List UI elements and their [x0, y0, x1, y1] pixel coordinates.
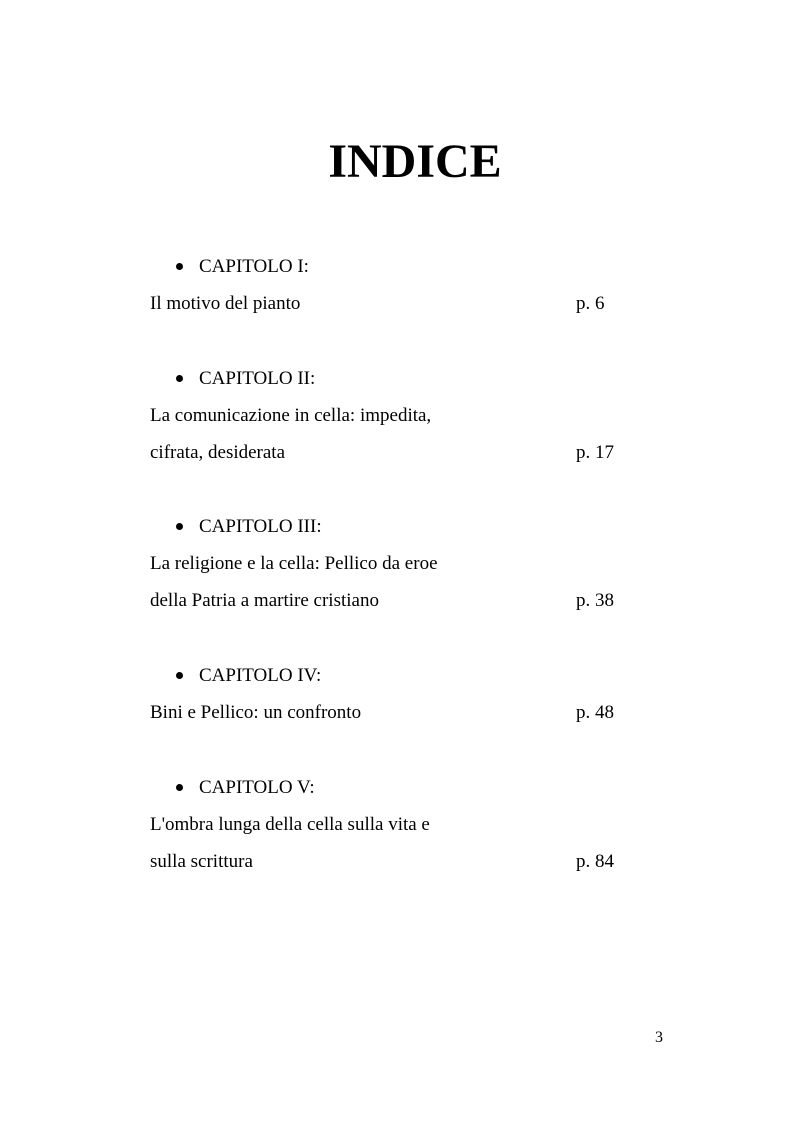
chapter-title-line: [150, 843, 630, 880]
chapter-page-ref: p. 17: [576, 442, 614, 463]
bullet-icon: [176, 784, 183, 791]
chapter-title-text: L'ombra lunga della cella sulla vita e: [150, 814, 430, 835]
chapter-heading: [150, 248, 630, 285]
chapter-title-text: sulla scrittura: [150, 851, 253, 872]
chapter-page-ref: p. 38: [576, 590, 614, 611]
page-number: 3: [655, 1029, 663, 1046]
chapter-title-text: Bini e Pellico: un confronto: [150, 702, 362, 723]
chapter-page-ref: p. 84: [576, 851, 614, 872]
chapter-page-ref: p. 48: [576, 702, 614, 723]
chapter-title-line: [150, 582, 630, 619]
chapter-heading: [150, 508, 630, 545]
toc-entry-chapter-2: [150, 360, 630, 471]
bullet-icon: [176, 672, 183, 679]
bullet-icon: [176, 375, 183, 382]
chapter-label: CAPITOLO V:: [199, 777, 315, 798]
chapter-title-text: cifrata, desiderata: [150, 442, 286, 463]
page-title: INDICE: [328, 135, 502, 188]
chapter-heading: [150, 657, 630, 694]
chapter-page-ref: p. 6: [576, 293, 605, 314]
chapter-title-line: [150, 397, 630, 434]
chapter-heading: [150, 360, 630, 397]
chapter-title-text: La comunicazione in cella: impedita,: [150, 405, 432, 426]
toc-entry-chapter-5: [150, 769, 630, 880]
toc-entry-chapter-4: [150, 657, 630, 731]
chapter-title-text: della Patria a martire cristiano: [150, 590, 379, 611]
toc-entry-chapter-3: [150, 508, 630, 619]
chapter-title-text: Il motivo del pianto: [150, 293, 301, 314]
chapter-label: CAPITOLO IV:: [199, 665, 322, 686]
bullet-icon: [176, 263, 183, 270]
toc-entry-chapter-1: [150, 248, 630, 322]
chapter-label: CAPITOLO I:: [199, 256, 309, 277]
chapter-title-line: [150, 285, 630, 322]
chapter-label: CAPITOLO II:: [199, 368, 316, 389]
chapter-title-line: [150, 806, 630, 843]
chapter-title-text: La religione e la cella: Pellico da eroe: [150, 553, 438, 574]
chapter-title-line: [150, 694, 630, 731]
chapter-title-line: [150, 434, 630, 471]
chapter-heading: [150, 769, 630, 806]
chapter-title-line: [150, 545, 630, 582]
bullet-icon: [176, 523, 183, 530]
chapter-label: CAPITOLO III:: [199, 516, 322, 537]
